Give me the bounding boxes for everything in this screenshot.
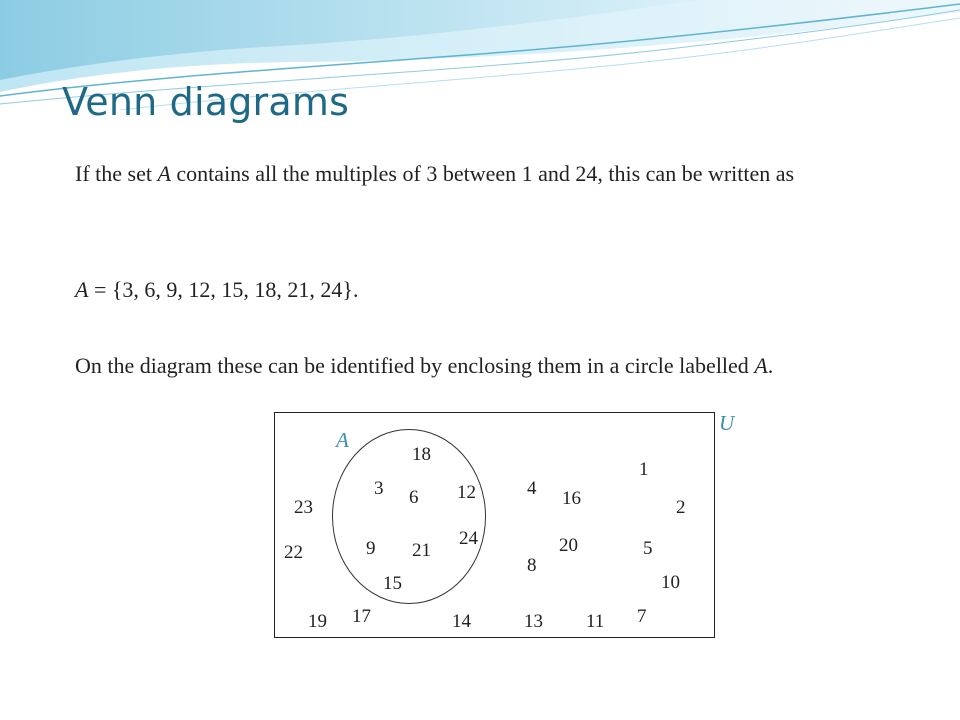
venn-number-outside-a-13: 13 — [524, 611, 543, 632]
venn-number-outside-a-2: 2 — [676, 497, 686, 518]
venn-number-in-a-3: 3 — [374, 478, 384, 499]
set-a-circle — [332, 429, 486, 604]
para1-rest: contains all the multiples of 3 between 1 and 24, this can be written as — [170, 161, 795, 186]
venn-number-in-a-6: 6 — [409, 487, 419, 508]
venn-number-outside-a-14: 14 — [452, 611, 471, 632]
para1-lead: If the set — [75, 161, 158, 186]
venn-number-in-a-15: 15 — [383, 573, 402, 594]
para1-set-name: A — [157, 161, 171, 186]
para3-lead: On the diagram these can be identified by enclosing them in a circle labelled — [75, 353, 755, 378]
set-a-label: A — [336, 428, 349, 452]
venn-number-in-a-21: 21 — [412, 540, 431, 561]
venn-number-outside-a-17: 17 — [352, 606, 371, 627]
venn-number-outside-a-23: 23 — [294, 497, 313, 518]
venn-number-outside-a-20: 20 — [559, 535, 578, 556]
venn-number-in-a-24: 24 — [459, 528, 478, 549]
venn-number-outside-a-1: 1 — [639, 459, 649, 480]
venn-number-outside-a-4: 4 — [527, 478, 537, 499]
venn-number-outside-a-8: 8 — [527, 555, 537, 576]
paragraph-diagram-explanation — [75, 347, 935, 385]
para3-end: . — [767, 353, 774, 378]
venn-number-in-a-9: 9 — [366, 538, 376, 559]
venn-number-outside-a-16: 16 — [562, 488, 581, 509]
para2-rest: = {3, 6, 9, 12, 15, 18, 21, 24}. — [88, 277, 359, 302]
para2-set-name: A — [75, 277, 89, 302]
universal-set-label: U — [719, 411, 735, 435]
venn-number-outside-a-11: 11 — [586, 611, 605, 632]
slide-title: Venn diagrams — [62, 80, 350, 124]
venn-number-outside-a-5: 5 — [643, 538, 653, 559]
venn-number-outside-a-10: 10 — [661, 572, 680, 593]
venn-number-in-a-18: 18 — [412, 444, 431, 465]
paragraph-definition — [75, 155, 895, 193]
venn-number-outside-a-7: 7 — [637, 606, 647, 627]
venn-number-in-a-12: 12 — [457, 482, 476, 503]
venn-number-outside-a-19: 19 — [308, 611, 327, 632]
venn-number-outside-a-22: 22 — [284, 542, 303, 563]
para3-set-name: A — [754, 353, 768, 378]
paragraph-set-notation — [75, 271, 895, 309]
